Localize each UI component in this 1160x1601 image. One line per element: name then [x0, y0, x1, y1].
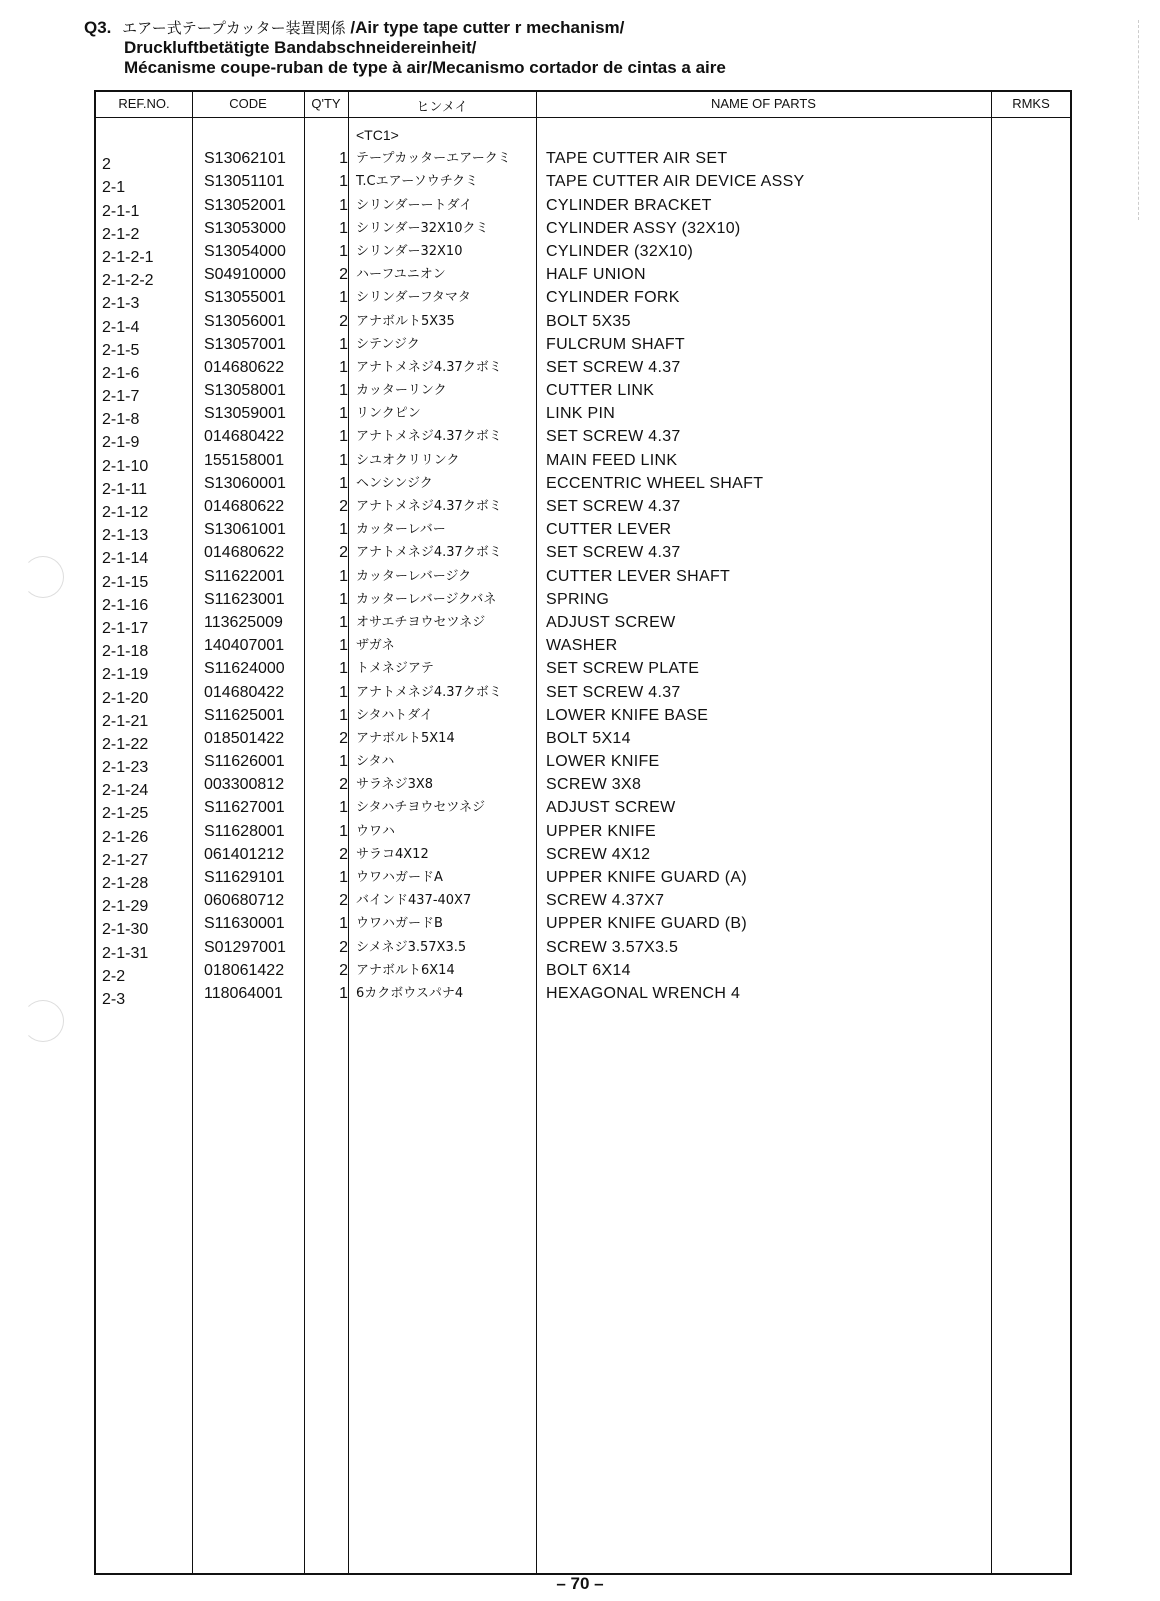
header-ref: REF.NO.: [118, 96, 170, 111]
ref-no-cell: 2-1-7: [102, 388, 140, 406]
japanese-name-cell: サラコ4X12: [356, 846, 429, 862]
japanese-name-cell: ハーフユニオン: [356, 267, 446, 283]
ref-no-cell: 2-1-30: [102, 921, 149, 939]
ref-no-cell: 2-1-15: [102, 573, 149, 591]
part-name-cell: ADJUST SCREW: [546, 613, 676, 631]
ref-no-cell: 2-1-24: [102, 782, 149, 800]
qty-cell: 1: [339, 335, 348, 353]
code-cell: S11624000: [204, 660, 285, 678]
part-name-cell: SET SCREW 4.37: [546, 498, 681, 515]
japanese-name-cell: シリンダー32X10クミ: [356, 220, 489, 236]
ref-no-cell: 2-1-2: [102, 225, 140, 243]
part-name-cell: HEXAGONAL WRENCH 4: [546, 984, 741, 1002]
ref-no-cell: 2-1-28: [102, 875, 149, 892]
japanese-name-cell: サラネジ3X8: [356, 777, 434, 793]
qty-cell: 1: [339, 590, 348, 608]
header-remarks: RMKS: [1012, 96, 1050, 111]
part-name-cell: UPPER KNIFE GUARD (A): [546, 869, 747, 886]
part-name-cell: LOWER KNIFE BASE: [546, 706, 709, 724]
code-cell: S13059001: [204, 405, 286, 423]
code-cell: S13061001: [204, 521, 286, 539]
part-name-cell: ADJUST SCREW: [546, 799, 676, 817]
qty-cell: 1: [339, 242, 348, 260]
japanese-name-cell: T.Cエアーソウチクミ: [356, 174, 479, 190]
table-row: [96, 588, 1070, 614]
japanese-name-cell: トメネジアテ: [356, 661, 434, 677]
part-name-cell: CYLINDER FORK: [546, 289, 680, 307]
ref-no-cell: 2-1: [102, 179, 126, 197]
ref-no-cell: 2-1-22: [102, 735, 149, 753]
code-cell: S11623001: [204, 590, 285, 608]
code-cell: S13062101: [204, 150, 286, 168]
code-cell: S13060001: [204, 474, 286, 492]
header-qty: Q'TY: [311, 96, 341, 111]
code-cell: S13052001: [204, 196, 286, 214]
qty-cell: 2: [339, 544, 348, 562]
code-cell: 014680622: [204, 498, 285, 515]
punch-hole-mark: [22, 556, 64, 598]
part-name-cell: UPPER KNIFE GUARD (B): [546, 915, 747, 933]
code-cell: S13058001: [204, 382, 286, 400]
qty-cell: 2: [339, 729, 348, 747]
ref-no-cell: 2-1-23: [102, 759, 149, 777]
qty-cell: 2: [339, 312, 348, 330]
qty-cell: 1: [339, 984, 348, 1002]
japanese-name-cell: バインド437-40X7: [356, 893, 472, 909]
ref-no-cell: 2-3: [102, 990, 126, 1008]
qty-cell: 2: [339, 776, 348, 794]
ref-no-cell: 2-1-20: [102, 689, 149, 707]
table-row: [96, 472, 1070, 498]
table-row: [96, 170, 1070, 197]
title-japanese: エアー式テープカッター装置関係: [122, 19, 346, 37]
part-name-cell: BOLT 5X35: [546, 312, 631, 330]
code-cell: 140407001: [204, 637, 285, 655]
part-name-cell: CYLINDER (32X10): [546, 242, 694, 260]
title-french-spanish: Mécanisme coupe-ruban de type à air/Mecanismo cortador de cintas a aire: [124, 58, 726, 77]
japanese-name-cell: アナトメネジ4.37クボミ: [356, 429, 502, 445]
part-name-cell: TAPE CUTTER AIR SET: [546, 150, 728, 168]
table-row: [96, 889, 1070, 916]
qty-cell: 2: [339, 938, 348, 956]
table-row: [96, 449, 1070, 475]
japanese-name-cell: アナトメネジ4.37クボミ: [356, 359, 502, 375]
qty-cell: 2: [339, 961, 348, 979]
japanese-name-cell: カッターリンク: [356, 383, 447, 399]
japanese-name-cell: アナボルト6X14: [356, 962, 455, 978]
table-row: [96, 425, 1070, 452]
part-name-cell: SET SCREW PLATE: [546, 660, 700, 678]
japanese-name-cell: カッターレバージクバネ: [356, 591, 497, 607]
code-cell: S13056001: [204, 312, 286, 330]
table-row: [96, 982, 1070, 1008]
qty-cell: 1: [339, 219, 348, 237]
code-cell: S13051101: [204, 173, 285, 191]
table-row: [96, 217, 1070, 243]
japanese-name-cell: ウワハ: [356, 823, 396, 839]
japanese-name-cell: カッターレバージク: [356, 568, 472, 584]
part-name-cell: SET SCREW 4.37: [546, 544, 681, 562]
table-row: [96, 959, 1070, 985]
ref-no-cell: 2-1-21: [102, 712, 149, 730]
ref-no-cell: 2-1-12: [102, 504, 149, 521]
parts-table: [94, 90, 1072, 1575]
part-name-cell: BOLT 5X14: [546, 729, 631, 747]
table-row: [96, 866, 1070, 892]
title-line-1: [84, 18, 726, 38]
table-row: [96, 402, 1070, 429]
part-name-cell: SPRING: [546, 590, 610, 608]
code-cell: S11628001: [204, 822, 285, 840]
code-cell: 060680712: [204, 892, 285, 910]
ref-no-cell: 2-1-31: [102, 944, 149, 962]
ref-no-cell: 2-1-6: [102, 364, 140, 382]
ref-no-cell: 2-1-17: [102, 619, 149, 637]
code-cell: S01297001: [204, 938, 286, 956]
part-name-cell: ECCENTRIC WHEEL SHAFT: [546, 474, 764, 492]
qty-cell: 1: [339, 613, 348, 631]
table-row: [96, 796, 1070, 823]
ref-no-cell: 2-1-25: [102, 805, 149, 823]
table-row: [96, 356, 1070, 382]
table-row: [96, 750, 1070, 777]
japanese-name-cell: テープカッターエアークミ: [356, 151, 511, 167]
part-name-cell: CUTTER LEVER: [546, 521, 672, 539]
ref-no-cell: 2-1-2-1: [102, 248, 154, 266]
table-row: [96, 936, 1070, 962]
japanese-name-cell: シユオクリリンク: [356, 452, 460, 468]
japanese-name-cell: リンクピン: [356, 406, 421, 422]
part-name-cell: SCREW 3X8: [546, 776, 642, 794]
qty-cell: 1: [339, 474, 348, 492]
qty-cell: 1: [339, 637, 348, 655]
japanese-name-cell: シリンダー32X10: [356, 243, 463, 259]
japanese-name-cell: シタハチヨウセツネジ: [356, 800, 486, 816]
ref-no-cell: 2-1-4: [102, 318, 140, 336]
code-cell: S11629101: [204, 869, 285, 886]
japanese-name-cell: シメネジ3.57X3.5: [356, 939, 467, 955]
code-cell: S13054000: [204, 242, 286, 260]
qty-cell: 1: [339, 683, 348, 701]
code-cell: 003300812: [204, 776, 285, 794]
qty-cell: 1: [339, 799, 348, 817]
code-cell: S11630001: [204, 915, 285, 933]
header-japanese-name: ヒンメイ: [416, 100, 468, 115]
qty-cell: 1: [339, 358, 348, 376]
part-name-cell: MAIN FEED LINK: [546, 451, 678, 469]
qty-cell: 1: [339, 451, 348, 469]
part-name-cell: LOWER KNIFE: [546, 753, 660, 771]
part-name-cell: SET SCREW 4.37: [546, 428, 681, 446]
japanese-name-cell: ウワハガードA: [356, 870, 443, 885]
code-cell: 014680422: [204, 683, 285, 701]
ref-no-cell: 2-1-2-2: [102, 272, 154, 290]
japanese-name-cell: シテンジク: [356, 336, 420, 352]
part-name-cell: SCREW 3.57X3.5: [546, 938, 679, 956]
ref-no-cell: 2-1-9: [102, 434, 140, 452]
part-name-cell: HALF UNION: [546, 266, 646, 284]
japanese-name-cell: シタハトダイ: [356, 707, 433, 723]
table-row: [96, 634, 1070, 661]
table-row: [96, 565, 1070, 591]
table-row: [96, 681, 1070, 707]
japanese-name-cell: シリンダーフタマタ: [356, 290, 471, 306]
part-name-cell: SET SCREW 4.37: [546, 358, 681, 376]
header-code: CODE: [229, 96, 267, 111]
qty-cell: 1: [339, 660, 348, 678]
code-cell: 018061422: [204, 961, 285, 979]
title-german: Druckluftbetätigte Bandabschneidereinheit/: [124, 38, 477, 57]
qty-cell: 1: [339, 521, 348, 539]
ref-no-cell: 2-2: [102, 967, 126, 985]
part-name-cell: CYLINDER ASSY (32X10): [546, 219, 741, 237]
qty-cell: 1: [339, 405, 348, 423]
ref-no-cell: 2-1-19: [102, 666, 149, 684]
code-cell: 118064001: [204, 984, 283, 1002]
code-cell: S13057001: [204, 335, 286, 353]
table-row: [96, 495, 1070, 521]
code-cell: S11622001: [204, 567, 285, 585]
part-name-cell: TAPE CUTTER AIR DEVICE ASSY: [546, 173, 805, 191]
ref-no-cell: 2-1-1: [102, 202, 140, 220]
part-name-cell: UPPER KNIFE: [546, 822, 656, 840]
table-row: [96, 240, 1070, 266]
ref-no-cell: 2-1-26: [102, 828, 149, 846]
code-cell: 014680622: [204, 358, 285, 376]
qty-cell: 1: [339, 289, 348, 307]
japanese-name-cell: ウワハガードB: [356, 916, 443, 932]
part-name-cell: CUTTER LINK: [546, 382, 655, 400]
code-cell: 113625009: [204, 613, 283, 631]
japanese-name-cell: 6カクボウスパナ4: [356, 985, 464, 1001]
code-cell: S11627001: [204, 799, 285, 817]
qty-cell: 2: [339, 892, 348, 910]
table-row: [96, 147, 1070, 174]
ref-no-cell: 2-1-8: [102, 411, 140, 429]
header-name-of-parts: NAME OF PARTS: [711, 96, 816, 111]
ref-no-cell: 2-1-10: [102, 457, 149, 475]
code-cell: S13053000: [204, 219, 286, 237]
japanese-name-cell: アナトメネジ4.37クボミ: [356, 545, 502, 561]
qty-cell: 1: [339, 706, 348, 724]
code-cell: 155158001: [204, 451, 285, 469]
japanese-name-cell: アナトメネジ4.37クボミ: [356, 499, 502, 514]
japanese-name-cell: ザガネ: [356, 638, 395, 654]
part-name-cell: CYLINDER BRACKET: [546, 196, 712, 214]
qty-cell: 2: [339, 266, 348, 284]
ref-no-cell: 2-1-27: [102, 851, 149, 869]
table-row: [96, 820, 1070, 846]
qty-cell: 1: [339, 428, 348, 446]
ref-no-cell: 2-1-18: [102, 643, 149, 661]
japanese-name-cell: シタハ: [356, 754, 395, 770]
page-number: – 70 –: [556, 1574, 604, 1593]
qty-cell: 1: [339, 382, 348, 400]
ref-no-cell: 2-1-3: [102, 295, 140, 313]
table-row: [96, 286, 1070, 313]
table-row: [96, 704, 1070, 730]
qty-cell: 1: [339, 567, 348, 585]
table-row: [96, 727, 1070, 753]
qty-cell: 1: [339, 915, 348, 933]
code-cell: S11626001: [204, 753, 285, 771]
part-name-cell: SCREW 4.37X7: [546, 892, 665, 910]
punch-hole-mark: [22, 1000, 64, 1042]
page-edge-mark: [1138, 20, 1139, 220]
document-title: [84, 18, 726, 78]
part-name-cell: FULCRUM SHAFT: [546, 335, 686, 353]
table-row: [96, 657, 1070, 684]
ref-no-cell: 2-1-11: [102, 480, 148, 498]
table-row: [96, 912, 1070, 939]
qty-cell: 1: [339, 822, 348, 840]
code-cell: S11625001: [204, 706, 285, 724]
japanese-name-cell: カッターレバー: [356, 522, 446, 538]
table-row: [96, 843, 1070, 869]
japanese-name-cell: アナトメネジ4.37クボミ: [356, 684, 502, 700]
qty-cell: 1: [339, 753, 348, 771]
table-row: [96, 611, 1070, 637]
japanese-name-cell: オサエチヨウセツネジ: [356, 614, 486, 630]
group-label: <TC1>: [356, 127, 399, 143]
japanese-name-cell: アナボルト5X35: [356, 313, 455, 329]
japanese-name-cell: ヘンシンジク: [356, 475, 433, 491]
ref-no-cell: 2-1-29: [102, 898, 149, 916]
japanese-name-cell: シリンダーートダイ: [356, 197, 473, 213]
table-row: [96, 310, 1070, 336]
code-cell: 014680422: [204, 428, 285, 446]
part-name-cell: SCREW 4X12: [546, 845, 651, 863]
table-body: [96, 124, 1070, 1008]
part-name-cell: CUTTER LEVER SHAFT: [546, 567, 731, 585]
table-row: [96, 518, 1070, 545]
qty-cell: 1: [339, 869, 348, 886]
part-name-cell: SET SCREW 4.37: [546, 683, 681, 701]
code-cell: 014680622: [204, 544, 285, 562]
ref-no-cell: 2-1-5: [102, 341, 140, 359]
ref-no-cell: 2-1-16: [102, 596, 149, 614]
code-cell: 018501422: [204, 729, 285, 747]
ref-no-cell: 2-1-13: [102, 527, 149, 545]
code-cell: S13055001: [204, 289, 286, 307]
part-name-cell: LINK PIN: [546, 405, 616, 423]
code-cell: 061401212: [204, 845, 285, 863]
ref-no-cell: 2: [102, 156, 111, 174]
table-row: [96, 263, 1070, 290]
table-row: [96, 379, 1070, 406]
qty-cell: 1: [339, 150, 348, 168]
qty-cell: 2: [339, 498, 348, 515]
qty-cell: 1: [339, 173, 348, 191]
table-row: [96, 194, 1070, 220]
section-number: Q3.: [84, 18, 112, 37]
japanese-name-cell: アナボルト5X14: [356, 730, 455, 746]
table-row: [96, 773, 1070, 800]
ref-no-cell: 2-1-14: [102, 550, 149, 568]
title-english: /Air type tape cutter r mechanism/: [350, 18, 625, 37]
table-row: [96, 541, 1070, 568]
qty-cell: 2: [339, 845, 348, 863]
table-row: [96, 333, 1070, 359]
part-name-cell: BOLT 6X14: [546, 961, 631, 979]
part-name-cell: WASHER: [546, 637, 618, 655]
code-cell: S04910000: [204, 266, 286, 284]
qty-cell: 1: [339, 196, 348, 214]
group-label-row: [96, 124, 1070, 147]
